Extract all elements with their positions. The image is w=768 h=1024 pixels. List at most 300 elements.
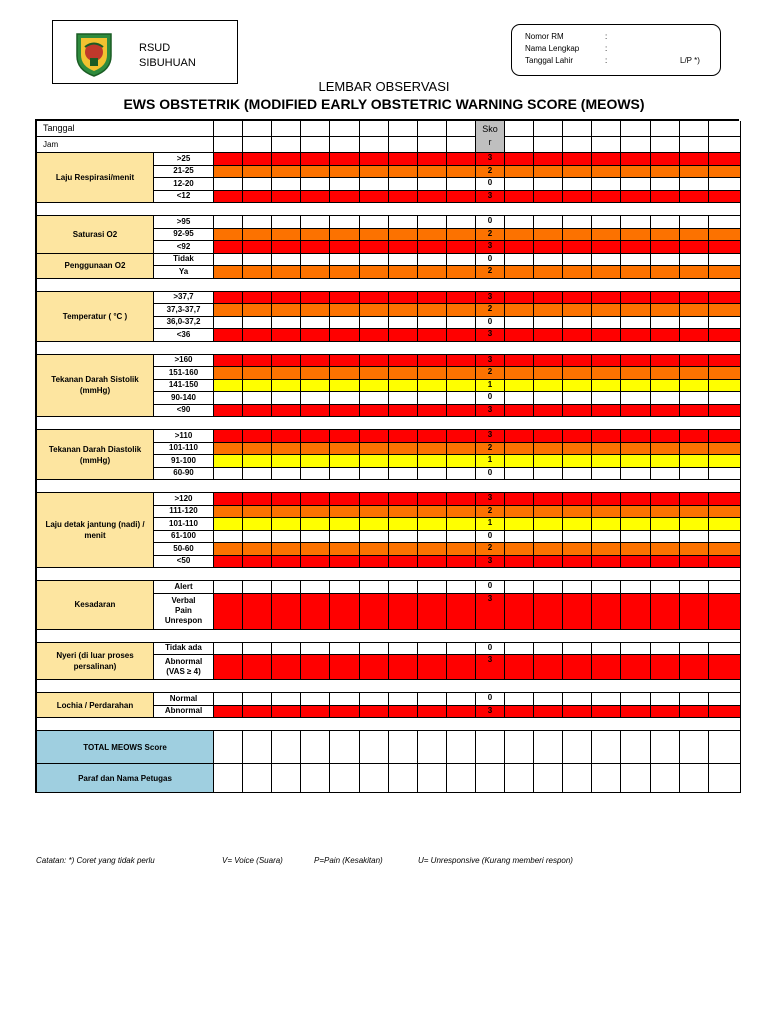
obs-row-input-cell[interactable] (709, 518, 741, 531)
obs-row-input-cell[interactable] (330, 693, 360, 706)
obs-row-input-cell[interactable] (709, 166, 741, 179)
tanggal-input-cell[interactable] (301, 121, 330, 137)
obs-row-input-cell[interactable] (563, 594, 592, 630)
obs-row-input-cell[interactable] (651, 216, 680, 229)
obs-row-input-cell[interactable] (389, 266, 418, 279)
obs-row-input-cell[interactable] (621, 380, 651, 393)
obs-row-input-cell[interactable] (621, 531, 651, 544)
obs-row-input-cell[interactable] (534, 191, 563, 204)
obs-row-input-cell[interactable] (330, 317, 360, 330)
jam-input-cell[interactable] (563, 137, 592, 153)
obs-row-input-cell[interactable] (709, 430, 741, 443)
paraf-input-cell[interactable] (243, 764, 272, 793)
obs-row-input-cell[interactable] (505, 455, 534, 468)
obs-row-input-cell[interactable] (243, 392, 272, 405)
obs-row-input-cell[interactable] (301, 581, 330, 594)
obs-row-input-cell[interactable] (709, 643, 741, 656)
obs-row-input-cell[interactable] (243, 329, 272, 342)
obs-row-input-cell[interactable] (505, 191, 534, 204)
obs-row-input-cell[interactable] (330, 254, 360, 267)
obs-row-input-cell[interactable] (563, 266, 592, 279)
obs-row-input-cell[interactable] (214, 166, 243, 179)
obs-row-input-cell[interactable] (301, 655, 330, 680)
obs-row-input-cell[interactable] (447, 178, 476, 191)
obs-row-input-cell[interactable] (330, 455, 360, 468)
obs-row-input-cell[interactable] (709, 178, 741, 191)
obs-row-input-cell[interactable] (709, 153, 741, 166)
obs-row-input-cell[interactable] (301, 405, 330, 418)
obs-row-input-cell[interactable] (301, 518, 330, 531)
obs-row-input-cell[interactable] (360, 693, 389, 706)
obs-row-input-cell[interactable] (563, 581, 592, 594)
obs-row-input-cell[interactable] (389, 166, 418, 179)
obs-row-input-cell[interactable] (563, 493, 592, 506)
obs-row-input-cell[interactable] (330, 166, 360, 179)
obs-row-input-cell[interactable] (563, 367, 592, 380)
obs-row-input-cell[interactable] (621, 493, 651, 506)
obs-row-input-cell[interactable] (301, 241, 330, 254)
obs-row-input-cell[interactable] (418, 443, 447, 456)
obs-row-input-cell[interactable] (709, 216, 741, 229)
obs-row-input-cell[interactable] (243, 518, 272, 531)
obs-row-input-cell[interactable] (505, 531, 534, 544)
obs-row-input-cell[interactable] (447, 329, 476, 342)
obs-row-input-cell[interactable] (505, 292, 534, 305)
obs-row-input-cell[interactable] (330, 229, 360, 242)
obs-row-input-cell[interactable] (592, 506, 621, 519)
obs-row-input-cell[interactable] (243, 367, 272, 380)
jam-input-cell[interactable] (534, 137, 563, 153)
obs-row-input-cell[interactable] (651, 153, 680, 166)
obs-row-input-cell[interactable] (301, 443, 330, 456)
obs-row-input-cell[interactable] (651, 355, 680, 368)
obs-row-input-cell[interactable] (680, 531, 709, 544)
obs-row-input-cell[interactable] (418, 655, 447, 680)
obs-row-input-cell[interactable] (243, 405, 272, 418)
obs-row-input-cell[interactable] (709, 531, 741, 544)
obs-row-input-cell[interactable] (709, 241, 741, 254)
obs-row-input-cell[interactable] (680, 706, 709, 719)
obs-row-input-cell[interactable] (214, 430, 243, 443)
obs-row-input-cell[interactable] (272, 380, 301, 393)
obs-row-input-cell[interactable] (621, 594, 651, 630)
paraf-input-cell[interactable] (389, 764, 418, 793)
obs-row-input-cell[interactable] (447, 493, 476, 506)
obs-row-input-cell[interactable] (505, 556, 534, 569)
obs-row-input-cell[interactable] (709, 392, 741, 405)
obs-row-input-cell[interactable] (272, 229, 301, 242)
obs-row-input-cell[interactable] (272, 594, 301, 630)
obs-row-input-cell[interactable] (243, 292, 272, 305)
obs-row-input-cell[interactable] (447, 556, 476, 569)
paraf-input-cell[interactable] (534, 764, 563, 793)
obs-row-input-cell[interactable] (651, 518, 680, 531)
obs-row-input-cell[interactable] (447, 443, 476, 456)
obs-row-input-cell[interactable] (651, 166, 680, 179)
tanggal-input-cell[interactable] (389, 121, 418, 137)
obs-row-input-cell[interactable] (243, 531, 272, 544)
obs-row-input-cell[interactable] (621, 405, 651, 418)
obs-row-input-cell[interactable] (680, 506, 709, 519)
obs-row-input-cell[interactable] (563, 543, 592, 556)
obs-row-input-cell[interactable] (680, 329, 709, 342)
obs-row-input-cell[interactable] (447, 367, 476, 380)
obs-row-input-cell[interactable] (330, 531, 360, 544)
total-input-cell[interactable] (709, 731, 741, 764)
obs-row-input-cell[interactable] (330, 367, 360, 380)
obs-row-input-cell[interactable] (389, 493, 418, 506)
obs-row-input-cell[interactable] (360, 367, 389, 380)
obs-row-input-cell[interactable] (389, 556, 418, 569)
obs-row-input-cell[interactable] (360, 241, 389, 254)
obs-row-input-cell[interactable] (563, 380, 592, 393)
obs-row-input-cell[interactable] (592, 531, 621, 544)
obs-row-input-cell[interactable] (447, 706, 476, 719)
obs-row-input-cell[interactable] (709, 556, 741, 569)
paraf-input-cell[interactable] (360, 764, 389, 793)
obs-row-input-cell[interactable] (447, 655, 476, 680)
obs-row-input-cell[interactable] (389, 216, 418, 229)
obs-row-input-cell[interactable] (243, 430, 272, 443)
obs-row-input-cell[interactable] (243, 706, 272, 719)
paraf-input-cell[interactable] (709, 764, 741, 793)
obs-row-input-cell[interactable] (360, 443, 389, 456)
obs-row-input-cell[interactable] (389, 706, 418, 719)
total-input-cell[interactable] (651, 731, 680, 764)
obs-row-input-cell[interactable] (709, 506, 741, 519)
obs-row-input-cell[interactable] (680, 166, 709, 179)
obs-row-input-cell[interactable] (680, 543, 709, 556)
obs-row-input-cell[interactable] (360, 355, 389, 368)
obs-row-input-cell[interactable] (243, 594, 272, 630)
obs-row-input-cell[interactable] (214, 329, 243, 342)
obs-row-input-cell[interactable] (563, 455, 592, 468)
obs-row-input-cell[interactable] (214, 455, 243, 468)
obs-row-input-cell[interactable] (563, 706, 592, 719)
obs-row-input-cell[interactable] (418, 518, 447, 531)
obs-row-input-cell[interactable] (447, 266, 476, 279)
obs-row-input-cell[interactable] (592, 367, 621, 380)
obs-row-input-cell[interactable] (360, 317, 389, 330)
obs-row-input-cell[interactable] (447, 153, 476, 166)
obs-row-input-cell[interactable] (505, 153, 534, 166)
obs-row-input-cell[interactable] (330, 392, 360, 405)
obs-row-input-cell[interactable] (418, 380, 447, 393)
obs-row-input-cell[interactable] (592, 693, 621, 706)
obs-row-input-cell[interactable] (621, 166, 651, 179)
obs-row-input-cell[interactable] (563, 241, 592, 254)
obs-row-input-cell[interactable] (389, 329, 418, 342)
obs-row-input-cell[interactable] (214, 405, 243, 418)
obs-row-input-cell[interactable] (563, 518, 592, 531)
obs-row-input-cell[interactable] (621, 693, 651, 706)
obs-row-input-cell[interactable] (621, 317, 651, 330)
paraf-input-cell[interactable] (621, 764, 651, 793)
paraf-input-cell[interactable] (592, 764, 621, 793)
obs-row-input-cell[interactable] (272, 468, 301, 481)
obs-row-input-cell[interactable] (243, 443, 272, 456)
obs-row-input-cell[interactable] (621, 153, 651, 166)
obs-row-input-cell[interactable] (214, 706, 243, 719)
obs-row-input-cell[interactable] (214, 543, 243, 556)
obs-row-input-cell[interactable] (214, 380, 243, 393)
obs-row-input-cell[interactable] (621, 518, 651, 531)
obs-row-input-cell[interactable] (505, 367, 534, 380)
obs-row-input-cell[interactable] (272, 355, 301, 368)
obs-row-input-cell[interactable] (592, 430, 621, 443)
obs-row-input-cell[interactable] (680, 455, 709, 468)
obs-row-input-cell[interactable] (243, 153, 272, 166)
total-input-cell[interactable] (214, 731, 243, 764)
obs-row-input-cell[interactable] (330, 329, 360, 342)
obs-row-input-cell[interactable] (330, 655, 360, 680)
jam-input-cell[interactable] (301, 137, 330, 153)
obs-row-input-cell[interactable] (330, 153, 360, 166)
obs-row-input-cell[interactable] (243, 655, 272, 680)
obs-row-input-cell[interactable] (389, 355, 418, 368)
obs-row-input-cell[interactable] (621, 266, 651, 279)
obs-row-input-cell[interactable] (534, 392, 563, 405)
obs-row-input-cell[interactable] (214, 643, 243, 656)
obs-row-input-cell[interactable] (389, 468, 418, 481)
tanggal-input-cell[interactable] (447, 121, 476, 137)
obs-row-input-cell[interactable] (680, 556, 709, 569)
obs-row-input-cell[interactable] (505, 405, 534, 418)
obs-row-input-cell[interactable] (680, 581, 709, 594)
obs-row-input-cell[interactable] (651, 643, 680, 656)
obs-row-input-cell[interactable] (651, 468, 680, 481)
obs-row-input-cell[interactable] (243, 693, 272, 706)
obs-row-input-cell[interactable] (272, 317, 301, 330)
obs-row-input-cell[interactable] (680, 241, 709, 254)
obs-row-input-cell[interactable] (243, 455, 272, 468)
paraf-input-cell[interactable] (418, 764, 447, 793)
obs-row-input-cell[interactable] (389, 443, 418, 456)
jam-input-cell[interactable] (243, 137, 272, 153)
obs-row-input-cell[interactable] (272, 693, 301, 706)
obs-row-input-cell[interactable] (621, 241, 651, 254)
obs-row-input-cell[interactable] (214, 693, 243, 706)
obs-row-input-cell[interactable] (272, 643, 301, 656)
jam-input-cell[interactable] (418, 137, 447, 153)
jam-input-cell[interactable] (330, 137, 360, 153)
obs-row-input-cell[interactable] (534, 216, 563, 229)
obs-row-input-cell[interactable] (360, 655, 389, 680)
obs-row-input-cell[interactable] (447, 292, 476, 305)
obs-row-input-cell[interactable] (389, 380, 418, 393)
obs-row-input-cell[interactable] (214, 355, 243, 368)
obs-row-input-cell[interactable] (534, 355, 563, 368)
total-input-cell[interactable] (563, 731, 592, 764)
obs-row-input-cell[interactable] (505, 392, 534, 405)
obs-row-input-cell[interactable] (592, 153, 621, 166)
obs-row-input-cell[interactable] (563, 643, 592, 656)
total-input-cell[interactable] (272, 731, 301, 764)
obs-row-input-cell[interactable] (680, 693, 709, 706)
obs-row-input-cell[interactable] (680, 493, 709, 506)
obs-row-input-cell[interactable] (301, 191, 330, 204)
obs-row-input-cell[interactable] (534, 380, 563, 393)
obs-row-input-cell[interactable] (301, 355, 330, 368)
obs-row-input-cell[interactable] (272, 506, 301, 519)
obs-row-input-cell[interactable] (272, 292, 301, 305)
obs-row-input-cell[interactable] (534, 531, 563, 544)
obs-row-input-cell[interactable] (301, 468, 330, 481)
obs-row-input-cell[interactable] (418, 468, 447, 481)
obs-row-input-cell[interactable] (563, 531, 592, 544)
obs-row-input-cell[interactable] (214, 594, 243, 630)
obs-row-input-cell[interactable] (680, 430, 709, 443)
obs-row-input-cell[interactable] (389, 581, 418, 594)
obs-row-input-cell[interactable] (592, 643, 621, 656)
obs-row-input-cell[interactable] (214, 367, 243, 380)
total-input-cell[interactable] (243, 731, 272, 764)
jam-input-cell[interactable] (447, 137, 476, 153)
obs-row-input-cell[interactable] (680, 518, 709, 531)
total-input-cell[interactable] (680, 731, 709, 764)
obs-row-input-cell[interactable] (272, 216, 301, 229)
obs-row-input-cell[interactable] (651, 178, 680, 191)
obs-row-input-cell[interactable] (272, 266, 301, 279)
obs-row-input-cell[interactable] (389, 543, 418, 556)
obs-row-input-cell[interactable] (214, 229, 243, 242)
obs-row-input-cell[interactable] (447, 317, 476, 330)
obs-row-input-cell[interactable] (709, 468, 741, 481)
obs-row-input-cell[interactable] (301, 317, 330, 330)
obs-row-input-cell[interactable] (505, 266, 534, 279)
obs-row-input-cell[interactable] (360, 266, 389, 279)
obs-row-input-cell[interactable] (330, 581, 360, 594)
obs-row-input-cell[interactable] (418, 493, 447, 506)
obs-row-input-cell[interactable] (272, 455, 301, 468)
obs-row-input-cell[interactable] (389, 531, 418, 544)
obs-row-input-cell[interactable] (680, 317, 709, 330)
total-input-cell[interactable] (592, 731, 621, 764)
obs-row-input-cell[interactable] (563, 191, 592, 204)
obs-row-input-cell[interactable] (592, 543, 621, 556)
obs-row-input-cell[interactable] (389, 367, 418, 380)
obs-row-input-cell[interactable] (360, 153, 389, 166)
total-input-cell[interactable] (505, 731, 534, 764)
obs-row-input-cell[interactable] (592, 518, 621, 531)
obs-row-input-cell[interactable] (389, 392, 418, 405)
obs-row-input-cell[interactable] (563, 655, 592, 680)
obs-row-input-cell[interactable] (592, 655, 621, 680)
obs-row-input-cell[interactable] (447, 506, 476, 519)
obs-row-input-cell[interactable] (243, 216, 272, 229)
obs-row-input-cell[interactable] (534, 518, 563, 531)
obs-row-input-cell[interactable] (389, 518, 418, 531)
paraf-input-cell[interactable] (680, 764, 709, 793)
obs-row-input-cell[interactable] (389, 594, 418, 630)
obs-row-input-cell[interactable] (301, 693, 330, 706)
obs-row-input-cell[interactable] (534, 178, 563, 191)
obs-row-input-cell[interactable] (680, 153, 709, 166)
obs-row-input-cell[interactable] (214, 518, 243, 531)
obs-row-input-cell[interactable] (418, 254, 447, 267)
obs-row-input-cell[interactable] (709, 380, 741, 393)
obs-row-input-cell[interactable] (272, 329, 301, 342)
obs-row-input-cell[interactable] (651, 443, 680, 456)
obs-row-input-cell[interactable] (592, 266, 621, 279)
obs-row-input-cell[interactable] (214, 317, 243, 330)
obs-row-input-cell[interactable] (447, 543, 476, 556)
obs-row-input-cell[interactable] (360, 216, 389, 229)
obs-row-input-cell[interactable] (592, 493, 621, 506)
jam-input-cell[interactable] (621, 137, 651, 153)
obs-row-input-cell[interactable] (534, 241, 563, 254)
obs-row-input-cell[interactable] (563, 254, 592, 267)
obs-row-input-cell[interactable] (214, 493, 243, 506)
obs-row-input-cell[interactable] (418, 329, 447, 342)
obs-row-input-cell[interactable] (214, 191, 243, 204)
obs-row-input-cell[interactable] (680, 380, 709, 393)
obs-row-input-cell[interactable] (418, 693, 447, 706)
obs-row-input-cell[interactable] (301, 643, 330, 656)
obs-row-input-cell[interactable] (418, 392, 447, 405)
obs-row-input-cell[interactable] (447, 380, 476, 393)
obs-row-input-cell[interactable] (360, 178, 389, 191)
obs-row-input-cell[interactable] (621, 304, 651, 317)
obs-row-input-cell[interactable] (389, 655, 418, 680)
obs-row-input-cell[interactable] (505, 543, 534, 556)
obs-row-input-cell[interactable] (621, 655, 651, 680)
obs-row-input-cell[interactable] (505, 493, 534, 506)
obs-row-input-cell[interactable] (651, 531, 680, 544)
obs-row-input-cell[interactable] (621, 443, 651, 456)
obs-row-input-cell[interactable] (505, 241, 534, 254)
jam-input-cell[interactable] (651, 137, 680, 153)
obs-row-input-cell[interactable] (389, 191, 418, 204)
obs-row-input-cell[interactable] (534, 493, 563, 506)
obs-row-input-cell[interactable] (360, 493, 389, 506)
obs-row-input-cell[interactable] (563, 693, 592, 706)
obs-row-input-cell[interactable] (360, 506, 389, 519)
obs-row-input-cell[interactable] (214, 216, 243, 229)
obs-row-input-cell[interactable] (651, 693, 680, 706)
obs-row-input-cell[interactable] (651, 556, 680, 569)
obs-row-input-cell[interactable] (651, 254, 680, 267)
obs-row-input-cell[interactable] (272, 655, 301, 680)
obs-row-input-cell[interactable] (709, 693, 741, 706)
obs-row-input-cell[interactable] (651, 455, 680, 468)
obs-row-input-cell[interactable] (709, 229, 741, 242)
obs-row-input-cell[interactable] (243, 166, 272, 179)
obs-row-input-cell[interactable] (534, 229, 563, 242)
obs-row-input-cell[interactable] (360, 191, 389, 204)
obs-row-input-cell[interactable] (301, 304, 330, 317)
obs-row-input-cell[interactable] (418, 506, 447, 519)
obs-row-input-cell[interactable] (418, 304, 447, 317)
obs-row-input-cell[interactable] (709, 355, 741, 368)
obs-row-input-cell[interactable] (330, 556, 360, 569)
obs-row-input-cell[interactable] (243, 266, 272, 279)
obs-row-input-cell[interactable] (418, 355, 447, 368)
obs-row-input-cell[interactable] (330, 266, 360, 279)
obs-row-input-cell[interactable] (272, 241, 301, 254)
paraf-input-cell[interactable] (563, 764, 592, 793)
obs-row-input-cell[interactable] (418, 292, 447, 305)
obs-row-input-cell[interactable] (563, 443, 592, 456)
obs-row-input-cell[interactable] (301, 367, 330, 380)
obs-row-input-cell[interactable] (534, 693, 563, 706)
obs-row-input-cell[interactable] (330, 241, 360, 254)
obs-row-input-cell[interactable] (534, 556, 563, 569)
obs-row-input-cell[interactable] (301, 166, 330, 179)
obs-row-input-cell[interactable] (447, 518, 476, 531)
obs-row-input-cell[interactable] (534, 329, 563, 342)
obs-row-input-cell[interactable] (243, 506, 272, 519)
